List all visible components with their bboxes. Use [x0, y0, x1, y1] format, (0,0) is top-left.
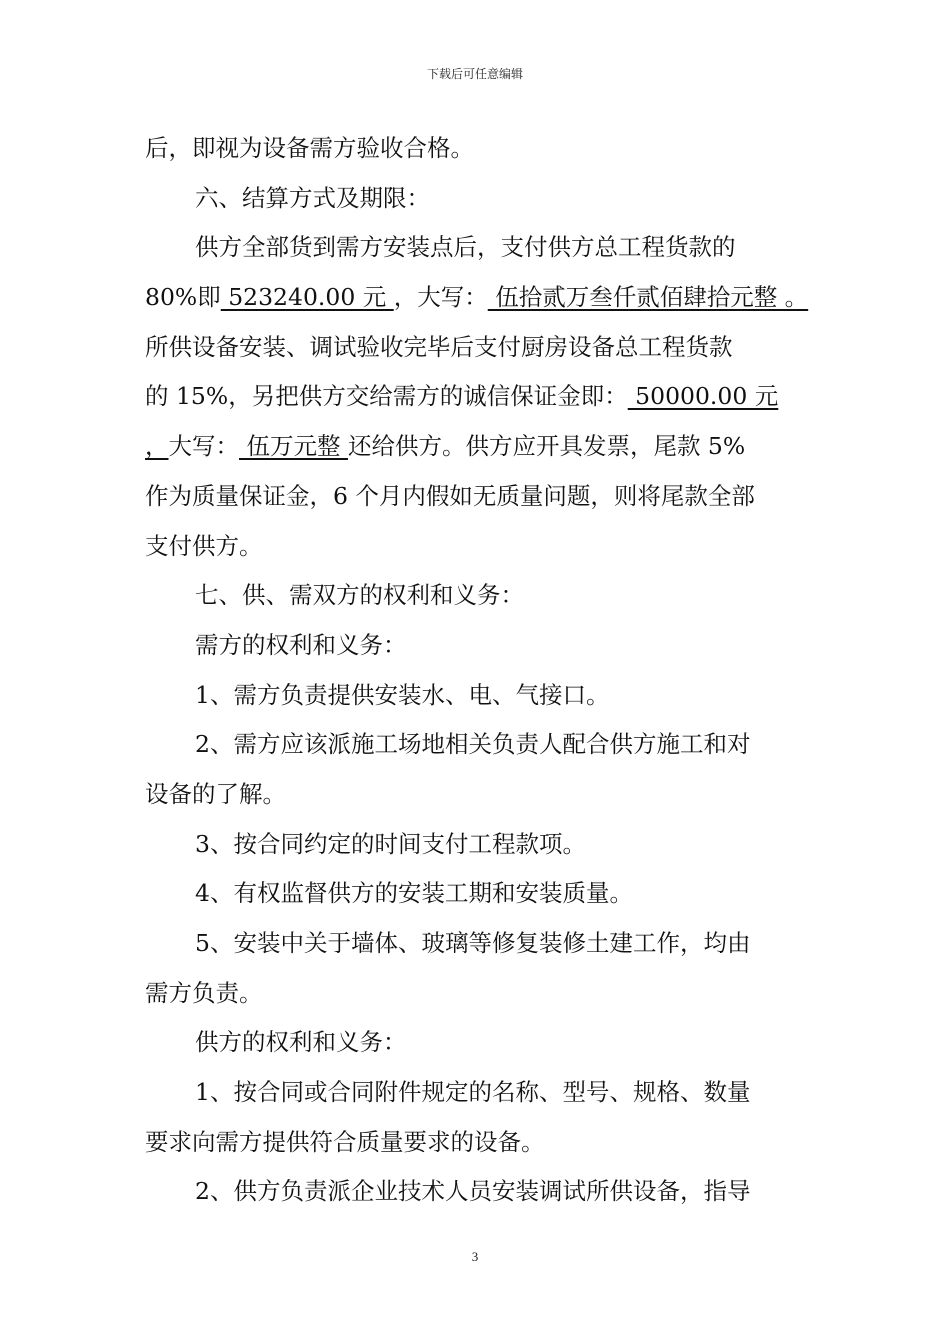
paragraph-line: 作为质量保证金，6 个月内假如无质量问题，则将尾款全部	[145, 481, 755, 510]
subheading-buyer: 需方的权利和义务：	[195, 630, 407, 659]
supplier-item-1: 1、按合同或合同附件规定的名称、型号、规格、数量	[195, 1078, 751, 1107]
buyer-item-2: 2、需方应该派施工场地相关负责人配合供方施工和对	[195, 730, 751, 759]
buyer-item-1: 1、需方负责提供安装水、电、气接口。	[195, 680, 610, 709]
paragraph-line: 后，即视为设备需方验收合格。	[145, 134, 474, 162]
deposit-comma: ，	[145, 432, 169, 461]
section-heading-rights: 七、供、需双方的权利和义务：	[195, 581, 524, 610]
buyer-item-5: 5、安装中关于墙体、玻璃等修复装修土建工作，均由	[195, 929, 751, 957]
buyer-item-4: 4、有权监督供方的安装工期和安装质量。	[195, 879, 633, 908]
payment-percent: 80%即	[145, 283, 221, 312]
paragraph-line: 所供设备安装、调试验收完毕后支付厨房设备总工程货款	[145, 332, 733, 361]
document-body	[145, 124, 807, 1217]
subheading-supplier: 供方的权利和义务：	[195, 1028, 407, 1057]
page-number: 3	[471, 1249, 479, 1264]
section-heading-settlement: 六、结算方式及期限：	[195, 183, 430, 212]
deposit-amount-figure: 50000.00 元	[627, 382, 779, 411]
payment-amount-figure: 523240.00 元	[220, 283, 394, 312]
deposit-amount-words: 伍万元整	[239, 432, 348, 461]
uppercase-label: ，大写：	[393, 283, 488, 312]
uppercase-label: 大写：	[168, 432, 239, 461]
supplier-item-2: 2、供方负责派企业技术人员安装调试所供设备，指导	[195, 1177, 751, 1206]
deposit-text: 的 15%，另把供方交给需方的诚信保证金即：	[145, 382, 628, 411]
paragraph-line: 支付供方。	[145, 531, 263, 560]
paragraph-line: 需方负责。	[145, 978, 263, 1007]
invoice-text: 还给供方。供方应开具发票，尾款 5%	[347, 432, 746, 461]
payment-amount-words: 伍拾贰万叁仟贰佰肆拾元整 。	[487, 283, 809, 312]
buyer-item-3: 3、按合同约定的时间支付工程款项。	[195, 829, 586, 858]
paragraph-line: 供方全部货到需方安装点后，支付供方总工程货款的	[195, 233, 736, 262]
paragraph-line-deposit-words	[145, 422, 807, 472]
page-header: 下载后可任意编辑	[426, 67, 523, 81]
paragraph-line-payment-amount	[145, 273, 807, 323]
paragraph-line-deposit	[145, 372, 807, 422]
paragraph-line: 设备的了解。	[145, 779, 286, 808]
paragraph-line: 要求向需方提供符合质量要求的设备。	[145, 1127, 545, 1156]
